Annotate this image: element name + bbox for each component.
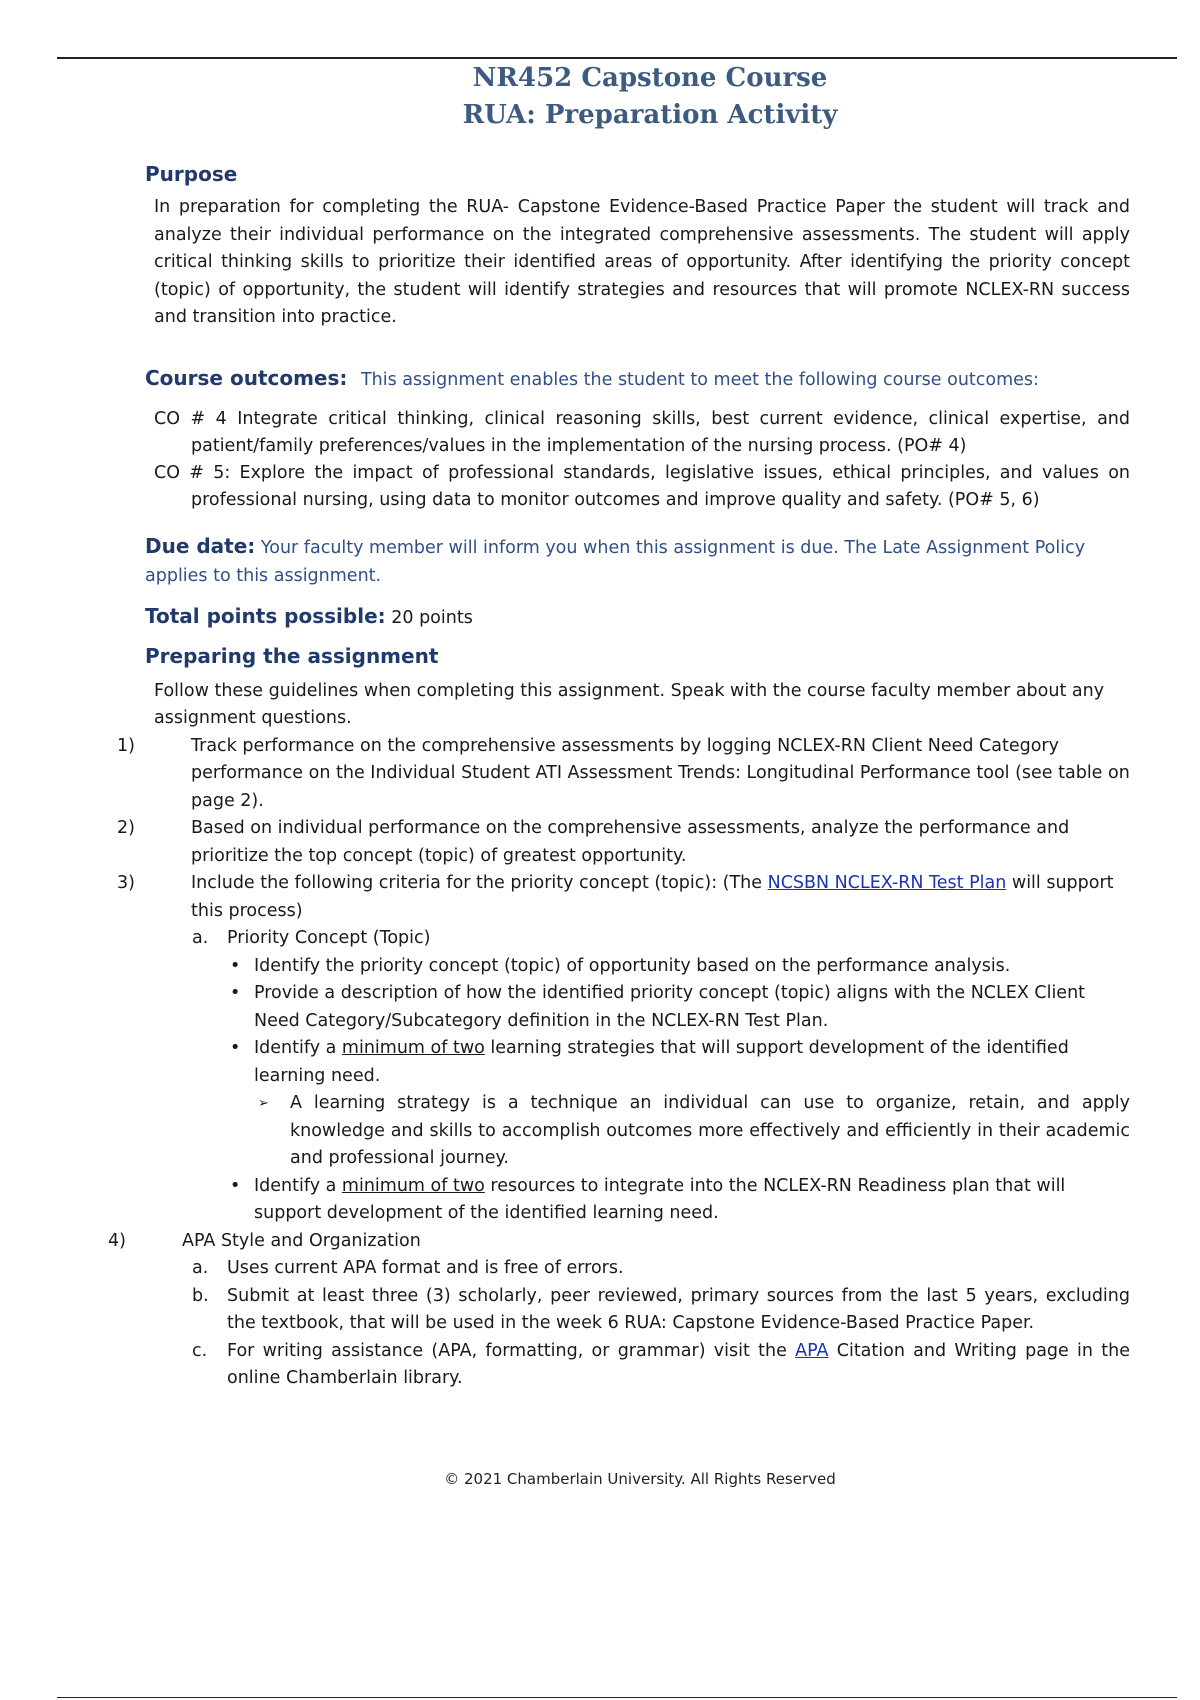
bullet-icon: •: [230, 1038, 241, 1058]
bullet-text-3-pre: Identify a: [254, 1038, 342, 1058]
bottom-rule: [57, 1697, 1177, 1698]
purpose-text: In preparation for completing the RUA- Capstone Evidence-Based Practice Paper the student will track and analyze their individual performance on the integrated comprehensive assessments. The student will apply critical thinking skills to prioritize their identified areas of opportunity. After identifying the priority concept (topic) of opportunity, the student will identify strategies and resources that will promote NCLEX-RN success and transition into practice.: [154, 197, 1130, 327]
step-2: [117, 815, 1130, 870]
outcomes-intro: This assignment enables the student to meet the following course outcomes:: [360, 369, 1039, 390]
step-4-sub-c-text-pre: For writing assistance (APA, formatting, or grammar) visit the: [227, 1340, 796, 1361]
step-1-number: 1): [117, 735, 135, 756]
bullet-text-4-post: resources to integrate into the NCLEX-RN Readiness plan that will support development of the identified learning need.: [254, 1175, 1066, 1223]
step-2-text: Based on individual performance on the comprehensive assessments, analyze the performance and prioritize the top concept (topic) of greatest opportunity.: [191, 818, 1070, 866]
step-4: [108, 1228, 1130, 1256]
step-3-sub-a: [192, 925, 1130, 953]
points-unit: points: [419, 607, 473, 628]
step-4-sub-b-marker: b.: [192, 1285, 209, 1306]
bullet-text-3-underlined: minimum of two: [341, 1038, 485, 1058]
arrow-icon: ➢: [258, 1096, 269, 1111]
bullet-item: [230, 1173, 1130, 1228]
arrow-item: [258, 1090, 1130, 1173]
step-3-text-post: will support this process): [191, 873, 1114, 921]
step-3-number: 3): [117, 873, 135, 893]
bullet-text-2: Provide a description of how the identified priority concept (topic) aligns with the NCLEX Client Need Category/Subcategory definition in the NCLEX-RN Test Plan.: [254, 983, 1086, 1031]
title-block: [0, 60, 1200, 134]
step-4-sub-b: [192, 1283, 1130, 1338]
step-4-sub-c: [192, 1338, 1130, 1393]
due-date: [145, 532, 1130, 590]
due-text: Your faculty member will inform you when this assignment is due. The Late Assignment Policy applies to this assignment.: [145, 537, 1086, 586]
apa-link[interactable]: APA: [795, 1340, 829, 1361]
step-4-sub-a-text: Uses current APA format and is free of errors.: [227, 1258, 624, 1278]
due-heading: Due date:: [145, 533, 256, 558]
step-3-text-pre: Include the following criteria for the priority concept (topic): (The: [191, 873, 768, 893]
bullet-icon: •: [230, 983, 241, 1003]
purpose-heading: Purpose: [145, 162, 238, 186]
bullet-item: [230, 980, 1130, 1035]
activity-title: RUA: Preparation Activity: [462, 100, 838, 130]
preparing-intro: Follow these guidelines when completing this assignment. Speak with the course faculty member about any assignment questions.: [154, 680, 1105, 728]
bullet-icon: •: [230, 1175, 241, 1196]
bullet-item: [230, 1035, 1130, 1090]
bullet-text-4-pre: Identify a: [254, 1175, 342, 1196]
course-title: NR452 Capstone Course: [472, 63, 828, 93]
arrow-text: A learning strategy is a technique an individual can use to organize, retain, and apply knowledge and skills to accomplish outcomes more effectively and efficiently in their academic and professional journey.: [290, 1093, 1130, 1168]
step-2-number: 2): [117, 818, 135, 838]
step-4-text: APA Style and Organization: [182, 1230, 421, 1251]
bullet-text-4-underlined: minimum of two: [341, 1175, 485, 1196]
outcomes-line: [145, 364, 1130, 394]
copyright-footer: © 2021 Chamberlain University. All Rights Reserved: [444, 1470, 836, 1488]
outcomes-heading: Course outcomes:: [145, 365, 348, 390]
document-body: [108, 160, 1130, 1393]
bullet-text-3-post: learning strategies that will support development of the identified learning need.: [254, 1038, 1069, 1086]
step-4-number: 4): [108, 1230, 126, 1251]
step-3-sub-a-text: Priority Concept (Topic): [227, 928, 431, 948]
bullet-icon: •: [230, 955, 241, 976]
step-1: [117, 733, 1130, 816]
bullet-item: [230, 953, 1130, 981]
step-3-sub-a-marker: a.: [192, 928, 209, 948]
top-rule: [57, 57, 1177, 59]
step-4-sub-c-text-post: Citation and Writing page in the online Chamberlain library.: [227, 1340, 1130, 1388]
preparing-heading: Preparing the assignment: [145, 643, 439, 668]
ncsbn-test-plan-link[interactable]: NCSBN NCLEX-RN Test Plan: [767, 873, 1007, 893]
step-1-text: Track performance on the comprehensive assessments by logging NCLEX-RN Client Need Category performance on the Individual Student ATI Assessment Trends: Longitudinal Performance tool (see table on page 2).: [191, 735, 1130, 811]
outcome-item-co4: CO # 4 Integrate critical thinking, clinical reasoning skills, best current evidence, clinical expertise, and patient/family preferences/values in the implementation of the nursing process. (PO# 4): [154, 408, 1130, 456]
step-4-sub-b-text: Submit at least three (3) scholarly, peer reviewed, primary sources from the last 5 years, excluding the textbook, that will be used in the week 6 RUA: Capstone Evidence-Based Practice Paper.: [227, 1285, 1130, 1333]
outcome-item-co5: CO # 5: Explore the impact of professional standards, legislative issues, ethical principles, and values on professional nursing, using data to monitor outcomes and improve quality and safety. (PO# 5, 6): [154, 462, 1130, 510]
points-line: [145, 602, 1130, 632]
step-4-sub-a: [192, 1255, 1130, 1283]
bullet-text-1: Identify the priority concept (topic) of opportunity based on the performance analysis.: [254, 955, 1011, 976]
step-3: [117, 870, 1130, 925]
step-4-sub-c-marker: c.: [192, 1340, 208, 1361]
points-heading: Total points possible:: [145, 603, 386, 628]
points-value: 20: [391, 607, 414, 628]
step-4-sub-a-marker: a.: [192, 1258, 209, 1278]
